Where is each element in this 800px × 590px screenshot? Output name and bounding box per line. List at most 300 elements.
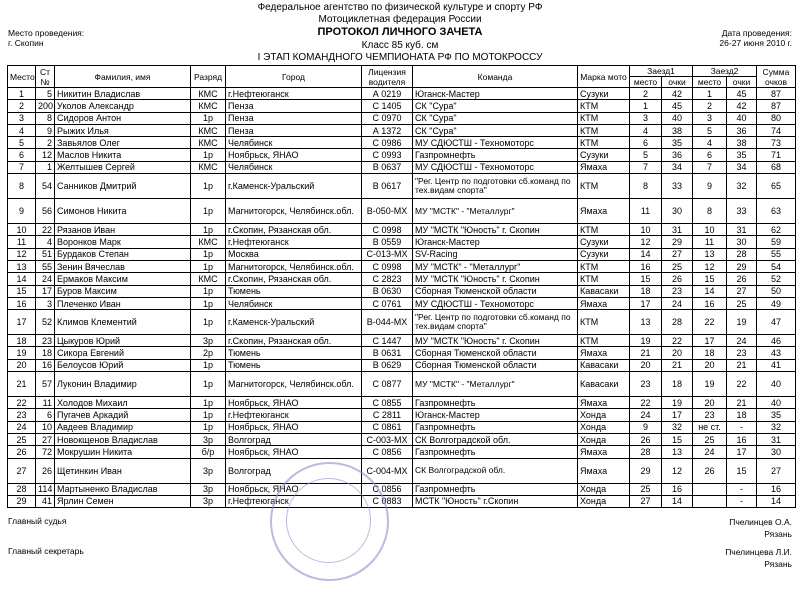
cell-license: С 0856 [362, 446, 413, 458]
cell-bike: КТМ [578, 174, 630, 199]
cell-p2: 15 [693, 273, 727, 285]
cell-license: С 2811 [362, 409, 413, 421]
cell-p2: 11 [693, 236, 727, 248]
table-row [8, 224, 796, 236]
cell-city: Москва [226, 248, 362, 260]
cell-city: Ноябрьск, ЯНАО [226, 149, 362, 161]
place-value: г. Скопин [8, 38, 44, 48]
cell-start: 56 [36, 199, 55, 224]
table-row [8, 88, 796, 100]
cell-place: 15 [8, 285, 36, 297]
place-label: Место проведения: [8, 28, 85, 38]
cell-license: С 0877 [362, 372, 413, 397]
cell-license: С 0855 [362, 397, 413, 409]
cell-place: 10 [8, 224, 36, 236]
cell-o1: 22 [662, 335, 693, 347]
cell-p1: 2 [630, 88, 662, 100]
results-body [8, 88, 796, 508]
table-row [8, 297, 796, 309]
cell-license: А 1372 [362, 124, 413, 136]
cell-license: В 0630 [362, 285, 413, 297]
cell-bike: КТМ [578, 273, 630, 285]
cell-o1: 17 [662, 409, 693, 421]
cell-city: Тюмень [226, 285, 362, 297]
federation-title: Мотоциклетная федерация России [318, 14, 482, 25]
cell-name: Ермаков Максим [55, 273, 191, 285]
cell-sum: 47 [757, 310, 796, 335]
cell-city: Ноябрьск, ЯНАО [226, 446, 362, 458]
cell-start: 4 [36, 236, 55, 248]
cell-place: 13 [8, 260, 36, 272]
cell-o1: 42 [662, 88, 693, 100]
cell-start: 12 [36, 149, 55, 161]
cell-team: СК Волгоградской обл. [413, 433, 578, 445]
col-team: Команда [413, 66, 578, 88]
cell-sum: 73 [757, 137, 796, 149]
table-row [8, 372, 796, 397]
cell-start: 52 [36, 310, 55, 335]
cell-place: 3 [8, 112, 36, 124]
cell-p1: 17 [630, 297, 662, 309]
cell-team: Сборная Тюменской области [413, 359, 578, 371]
cell-start: 16 [36, 359, 55, 371]
cell-o1: 33 [662, 174, 693, 199]
cell-place: 7 [8, 161, 36, 173]
cell-o2: 21 [727, 359, 757, 371]
cell-name: Авдеев Владимир [55, 421, 191, 433]
cell-p2 [693, 495, 727, 507]
cell-p1: 11 [630, 199, 662, 224]
cell-place: 9 [8, 199, 36, 224]
cell-rank: 3р [191, 458, 226, 483]
cell-city: Челябинск [226, 297, 362, 309]
table-row [8, 458, 796, 483]
cell-sum: 62 [757, 224, 796, 236]
cell-p2: 3 [693, 112, 727, 124]
cell-p2: 5 [693, 124, 727, 136]
cell-sum: 41 [757, 359, 796, 371]
cell-p2: 16 [693, 297, 727, 309]
cell-team: "Рег. Центр по подготовки сб.команд по тех.видам спорта" [413, 310, 578, 335]
cell-p2: 24 [693, 446, 727, 458]
table-row [8, 248, 796, 260]
cell-license: А 0219 [362, 88, 413, 100]
cell-p2: 26 [693, 458, 727, 483]
cell-o1: 36 [662, 149, 693, 161]
cell-p2: 2 [693, 100, 727, 112]
cell-city: Магнитогорск, Челябинск.обл. [226, 199, 362, 224]
cell-o2: 40 [727, 112, 757, 124]
cell-license: С 0986 [362, 137, 413, 149]
cell-p2: 8 [693, 199, 727, 224]
cell-start: 18 [36, 347, 55, 359]
cell-license: С 1405 [362, 100, 413, 112]
cell-p1: 1 [630, 100, 662, 112]
cell-p1: 5 [630, 149, 662, 161]
cell-license: В-044-МХ [362, 310, 413, 335]
cell-bike: КТМ [578, 335, 630, 347]
cell-bike: Ямаха [578, 297, 630, 309]
cell-rank: 2р [191, 347, 226, 359]
cell-rank: 1р [191, 421, 226, 433]
table-row [8, 236, 796, 248]
cell-team: Газпромнефть [413, 446, 578, 458]
cell-place: 24 [8, 421, 36, 433]
cell-city: г.Скопин, Рязанская обл. [226, 224, 362, 236]
cell-p2: 7 [693, 161, 727, 173]
secretary-name: Пчелинцева Л.И. [725, 547, 792, 557]
cell-city: Челябинск [226, 137, 362, 149]
stage-title: I ЭТАП КОМАНДНОГО ЧЕМПИОНАТА РФ ПО МОТОКРОССУ [257, 52, 543, 63]
table-row [8, 495, 796, 507]
cell-bike: Сузуки [578, 149, 630, 161]
table-row [8, 335, 796, 347]
cell-sum: 16 [757, 483, 796, 495]
cell-name: Санников Дмитрий [55, 174, 191, 199]
cell-sum: 50 [757, 285, 796, 297]
cell-sum: 55 [757, 248, 796, 260]
cell-team: Газпромнефть [413, 483, 578, 495]
table-row [8, 100, 796, 112]
cell-rank: КМС [191, 137, 226, 149]
cell-p1: 6 [630, 137, 662, 149]
cell-place: 1 [8, 88, 36, 100]
cell-sum: 46 [757, 335, 796, 347]
cell-city: Пенза [226, 100, 362, 112]
cell-name: Луконин Владимир [55, 372, 191, 397]
cell-city: Ноябрьск, ЯНАО [226, 397, 362, 409]
cell-rank: 1р [191, 359, 226, 371]
cell-sum: 80 [757, 112, 796, 124]
cell-bike: Ямаха [578, 161, 630, 173]
cell-name: Рязанов Иван [55, 224, 191, 236]
table-row [8, 199, 796, 224]
cell-city: г.Скопин, Рязанская обл. [226, 273, 362, 285]
cell-bike: Хонда [578, 433, 630, 445]
cell-o2: 26 [727, 273, 757, 285]
cell-place: 27 [8, 458, 36, 483]
protocol-title: ПРОТОКОЛ ЛИЧНОГО ЗАЧЕТА [317, 26, 483, 38]
cell-license: В 0617 [362, 174, 413, 199]
cell-sum: 52 [757, 273, 796, 285]
cell-rank: 1р [191, 310, 226, 335]
cell-p1: 15 [630, 273, 662, 285]
cell-team: МУ "МСТК" - "Металлург" [413, 199, 578, 224]
cell-bike: КТМ [578, 112, 630, 124]
cell-start: 23 [36, 335, 55, 347]
cell-o2: 16 [727, 433, 757, 445]
cell-bike: Хонда [578, 483, 630, 495]
cell-license: В 0559 [362, 236, 413, 248]
cell-place: 5 [8, 137, 36, 149]
cell-city: Магнитогорск, Челябинск.обл. [226, 260, 362, 272]
cell-name: Мокрушин Никита [55, 446, 191, 458]
cell-name: Ярлин Семен [55, 495, 191, 507]
table-row [8, 409, 796, 421]
col-bike: Марка мото [578, 66, 630, 88]
table-row [8, 433, 796, 445]
cell-o2: 23 [727, 347, 757, 359]
table-row [8, 161, 796, 173]
cell-name: Буров Максим [55, 285, 191, 297]
cell-team: МУ "МСТК "Юность" г. Скопин [413, 335, 578, 347]
cell-bike: Ямаха [578, 446, 630, 458]
cell-o2: 32 [727, 174, 757, 199]
cell-license: С-004-МХ [362, 458, 413, 483]
cell-rank: КМС [191, 273, 226, 285]
table-row [8, 174, 796, 199]
cell-name: Рыжих Илья [55, 124, 191, 136]
col-license: Лицензия водителя [362, 66, 413, 88]
cell-name: Воронков Марк [55, 236, 191, 248]
cell-team: СК Волгоградской обл. [413, 458, 578, 483]
cell-bike: Сузуки [578, 88, 630, 100]
cell-city: Магнитогорск, Челябинск.обл. [226, 372, 362, 397]
cell-license: С 0998 [362, 224, 413, 236]
cell-o1: 28 [662, 310, 693, 335]
cell-o1: 40 [662, 112, 693, 124]
cell-place: 22 [8, 397, 36, 409]
cell-sum: 59 [757, 236, 796, 248]
cell-rank: КМС [191, 88, 226, 100]
cell-o1: 15 [662, 433, 693, 445]
cell-place: 29 [8, 495, 36, 507]
cell-o2: 27 [727, 285, 757, 297]
table-row [8, 273, 796, 285]
cell-rank: КМС [191, 124, 226, 136]
cell-place: 17 [8, 310, 36, 335]
cell-start: 54 [36, 174, 55, 199]
cell-sum: 27 [757, 458, 796, 483]
cell-p1: 26 [630, 433, 662, 445]
cell-bike: Хонда [578, 421, 630, 433]
cell-bike: Кавасаки [578, 285, 630, 297]
cell-team: МСТК "Юность" г.Скопин [413, 495, 578, 507]
cell-p1: 13 [630, 310, 662, 335]
cell-sum: 63 [757, 199, 796, 224]
cell-rank: 1р [191, 112, 226, 124]
cell-rank: 1р [191, 260, 226, 272]
cell-sum: 35 [757, 409, 796, 421]
cell-rank: КМС [191, 236, 226, 248]
cell-bike: КТМ [578, 310, 630, 335]
cell-name: Пугачев Аркадий [55, 409, 191, 421]
cell-p1: 19 [630, 335, 662, 347]
cell-rank: 1р [191, 248, 226, 260]
cell-name: Никитин Владислав [55, 88, 191, 100]
cell-rank: 1р [191, 409, 226, 421]
col-race2: Заезд2 [693, 66, 757, 77]
date-value: 26-27 июня 2010 г. [719, 38, 792, 48]
table-row [8, 421, 796, 433]
cell-rank: б/р [191, 446, 226, 458]
cell-p2: 17 [693, 335, 727, 347]
cell-start: 3 [36, 297, 55, 309]
cell-sum: 43 [757, 347, 796, 359]
cell-place: 16 [8, 297, 36, 309]
cell-o2: - [727, 483, 757, 495]
cell-o2: 31 [727, 224, 757, 236]
col-race2-pts: очки [727, 77, 757, 88]
cell-city: г.Каменск-Уральский [226, 310, 362, 335]
cell-license: С-013-МХ [362, 248, 413, 260]
cell-license: С 0856 [362, 483, 413, 495]
cell-start: 2 [36, 137, 55, 149]
cell-name: Зенин Вячеслав [55, 260, 191, 272]
cell-rank: 1р [191, 397, 226, 409]
cell-sum: 31 [757, 433, 796, 445]
cell-rank: 1р [191, 372, 226, 397]
cell-p1: 21 [630, 347, 662, 359]
cell-o2: 29 [727, 260, 757, 272]
cell-o1: 19 [662, 397, 693, 409]
cell-name: Плеченко Иван [55, 297, 191, 309]
cell-team: Сборная Тюменской области [413, 285, 578, 297]
cell-rank: 3р [191, 335, 226, 347]
cell-o1: 16 [662, 483, 693, 495]
cell-license: С 0970 [362, 112, 413, 124]
cell-p2: 20 [693, 397, 727, 409]
cell-o1: 31 [662, 224, 693, 236]
cell-city: Ноябрьск, ЯНАО [226, 421, 362, 433]
cell-sum: 54 [757, 260, 796, 272]
cell-bike: КТМ [578, 224, 630, 236]
cell-o2: 22 [727, 372, 757, 397]
cell-p1: 22 [630, 397, 662, 409]
cell-city: г.Нефтеюганск [226, 495, 362, 507]
cell-p1: 10 [630, 224, 662, 236]
cell-o1: 30 [662, 199, 693, 224]
cell-sum: 87 [757, 88, 796, 100]
cell-o2: - [727, 421, 757, 433]
col-start: Ст № [36, 66, 55, 88]
table-row [8, 112, 796, 124]
table-row [8, 397, 796, 409]
cell-start: 11 [36, 397, 55, 409]
cell-o2: 35 [727, 149, 757, 161]
cell-name: Холодов Михаил [55, 397, 191, 409]
cell-rank: 1р [191, 285, 226, 297]
cell-p2: не ст. [693, 421, 727, 433]
cell-o2: 38 [727, 137, 757, 149]
secretary-city: Рязань [764, 559, 792, 569]
cell-o2: 30 [727, 236, 757, 248]
cell-license: В 0629 [362, 359, 413, 371]
col-race2-pos: место [693, 77, 727, 88]
cell-team: МУ СДЮСТШ - Техномоторс [413, 161, 578, 173]
col-name: Фамилия, имя [55, 66, 191, 88]
cell-start: 41 [36, 495, 55, 507]
cell-sum: 49 [757, 297, 796, 309]
cell-rank: КМС [191, 100, 226, 112]
table-row [8, 310, 796, 335]
cell-p1: 12 [630, 236, 662, 248]
cell-sum: 40 [757, 397, 796, 409]
cell-start: 72 [36, 446, 55, 458]
cell-o1: 25 [662, 260, 693, 272]
cell-o2: 24 [727, 335, 757, 347]
judge-label: Главный судья [8, 516, 67, 526]
judge-city: Рязань [764, 529, 792, 539]
cell-o2: 18 [727, 409, 757, 421]
cell-p1: 23 [630, 372, 662, 397]
cell-p1: 8 [630, 174, 662, 199]
table-row [8, 149, 796, 161]
cell-rank: 3р [191, 433, 226, 445]
cell-team: "Рег. Центр по подготовки сб.команд по тех.видам спорта" [413, 174, 578, 199]
cell-o1: 24 [662, 297, 693, 309]
cell-sum: 87 [757, 100, 796, 112]
cell-name: Белоусов Юрий [55, 359, 191, 371]
cell-p2: 6 [693, 149, 727, 161]
cell-place: 23 [8, 409, 36, 421]
cell-place: 4 [8, 124, 36, 136]
col-city: Город [226, 66, 362, 88]
cell-o1: 29 [662, 236, 693, 248]
cell-bike: Хонда [578, 495, 630, 507]
cell-sum: 40 [757, 372, 796, 397]
cell-city: Пенза [226, 112, 362, 124]
cell-city: Пенза [226, 124, 362, 136]
cell-o1: 38 [662, 124, 693, 136]
date-label: Дата проведения: [721, 28, 792, 38]
cell-p2: 23 [693, 409, 727, 421]
results-table [7, 65, 796, 508]
cell-team: МУ "МСТК "Юность" г. Скопин [413, 273, 578, 285]
cell-bike: Сузуки [578, 236, 630, 248]
table-row [8, 285, 796, 297]
cell-rank: КМС [191, 161, 226, 173]
cell-city: Тюмень [226, 359, 362, 371]
table-row [8, 483, 796, 495]
cell-o2: 19 [727, 310, 757, 335]
cell-o2: 17 [727, 446, 757, 458]
cell-o1: 12 [662, 458, 693, 483]
cell-start: 9 [36, 124, 55, 136]
cell-o2: 21 [727, 397, 757, 409]
cell-p2: 20 [693, 359, 727, 371]
cell-o1: 23 [662, 285, 693, 297]
cell-sum: 32 [757, 421, 796, 433]
cell-license: С 1447 [362, 335, 413, 347]
cell-name: Мартыненко Владислав [55, 483, 191, 495]
cell-o2: 34 [727, 161, 757, 173]
cell-o2: 25 [727, 297, 757, 309]
cell-license: С-003-МХ [362, 433, 413, 445]
cell-p1: 18 [630, 285, 662, 297]
cell-o2: 28 [727, 248, 757, 260]
cell-bike: Ямаха [578, 397, 630, 409]
cell-team: Газпромнефть [413, 397, 578, 409]
cell-place: 19 [8, 347, 36, 359]
cell-start: 17 [36, 285, 55, 297]
cell-p2: 13 [693, 248, 727, 260]
cell-team: СК "Сура" [413, 124, 578, 136]
cell-o1: 27 [662, 248, 693, 260]
cell-city: г.Нефтеюганск [226, 409, 362, 421]
cell-name: Щетинкин Иван [55, 458, 191, 483]
cell-license: С 2823 [362, 273, 413, 285]
cell-city: Волгоград [226, 458, 362, 483]
cell-city: Челябинск [226, 161, 362, 173]
cell-o2: 33 [727, 199, 757, 224]
cell-p1: 9 [630, 421, 662, 433]
cell-license: В 0631 [362, 347, 413, 359]
cell-o2: 36 [727, 124, 757, 136]
cell-city: г.Нефтеюганск [226, 88, 362, 100]
cell-name: Сикора Евгений [55, 347, 191, 359]
cell-o1: 18 [662, 372, 693, 397]
